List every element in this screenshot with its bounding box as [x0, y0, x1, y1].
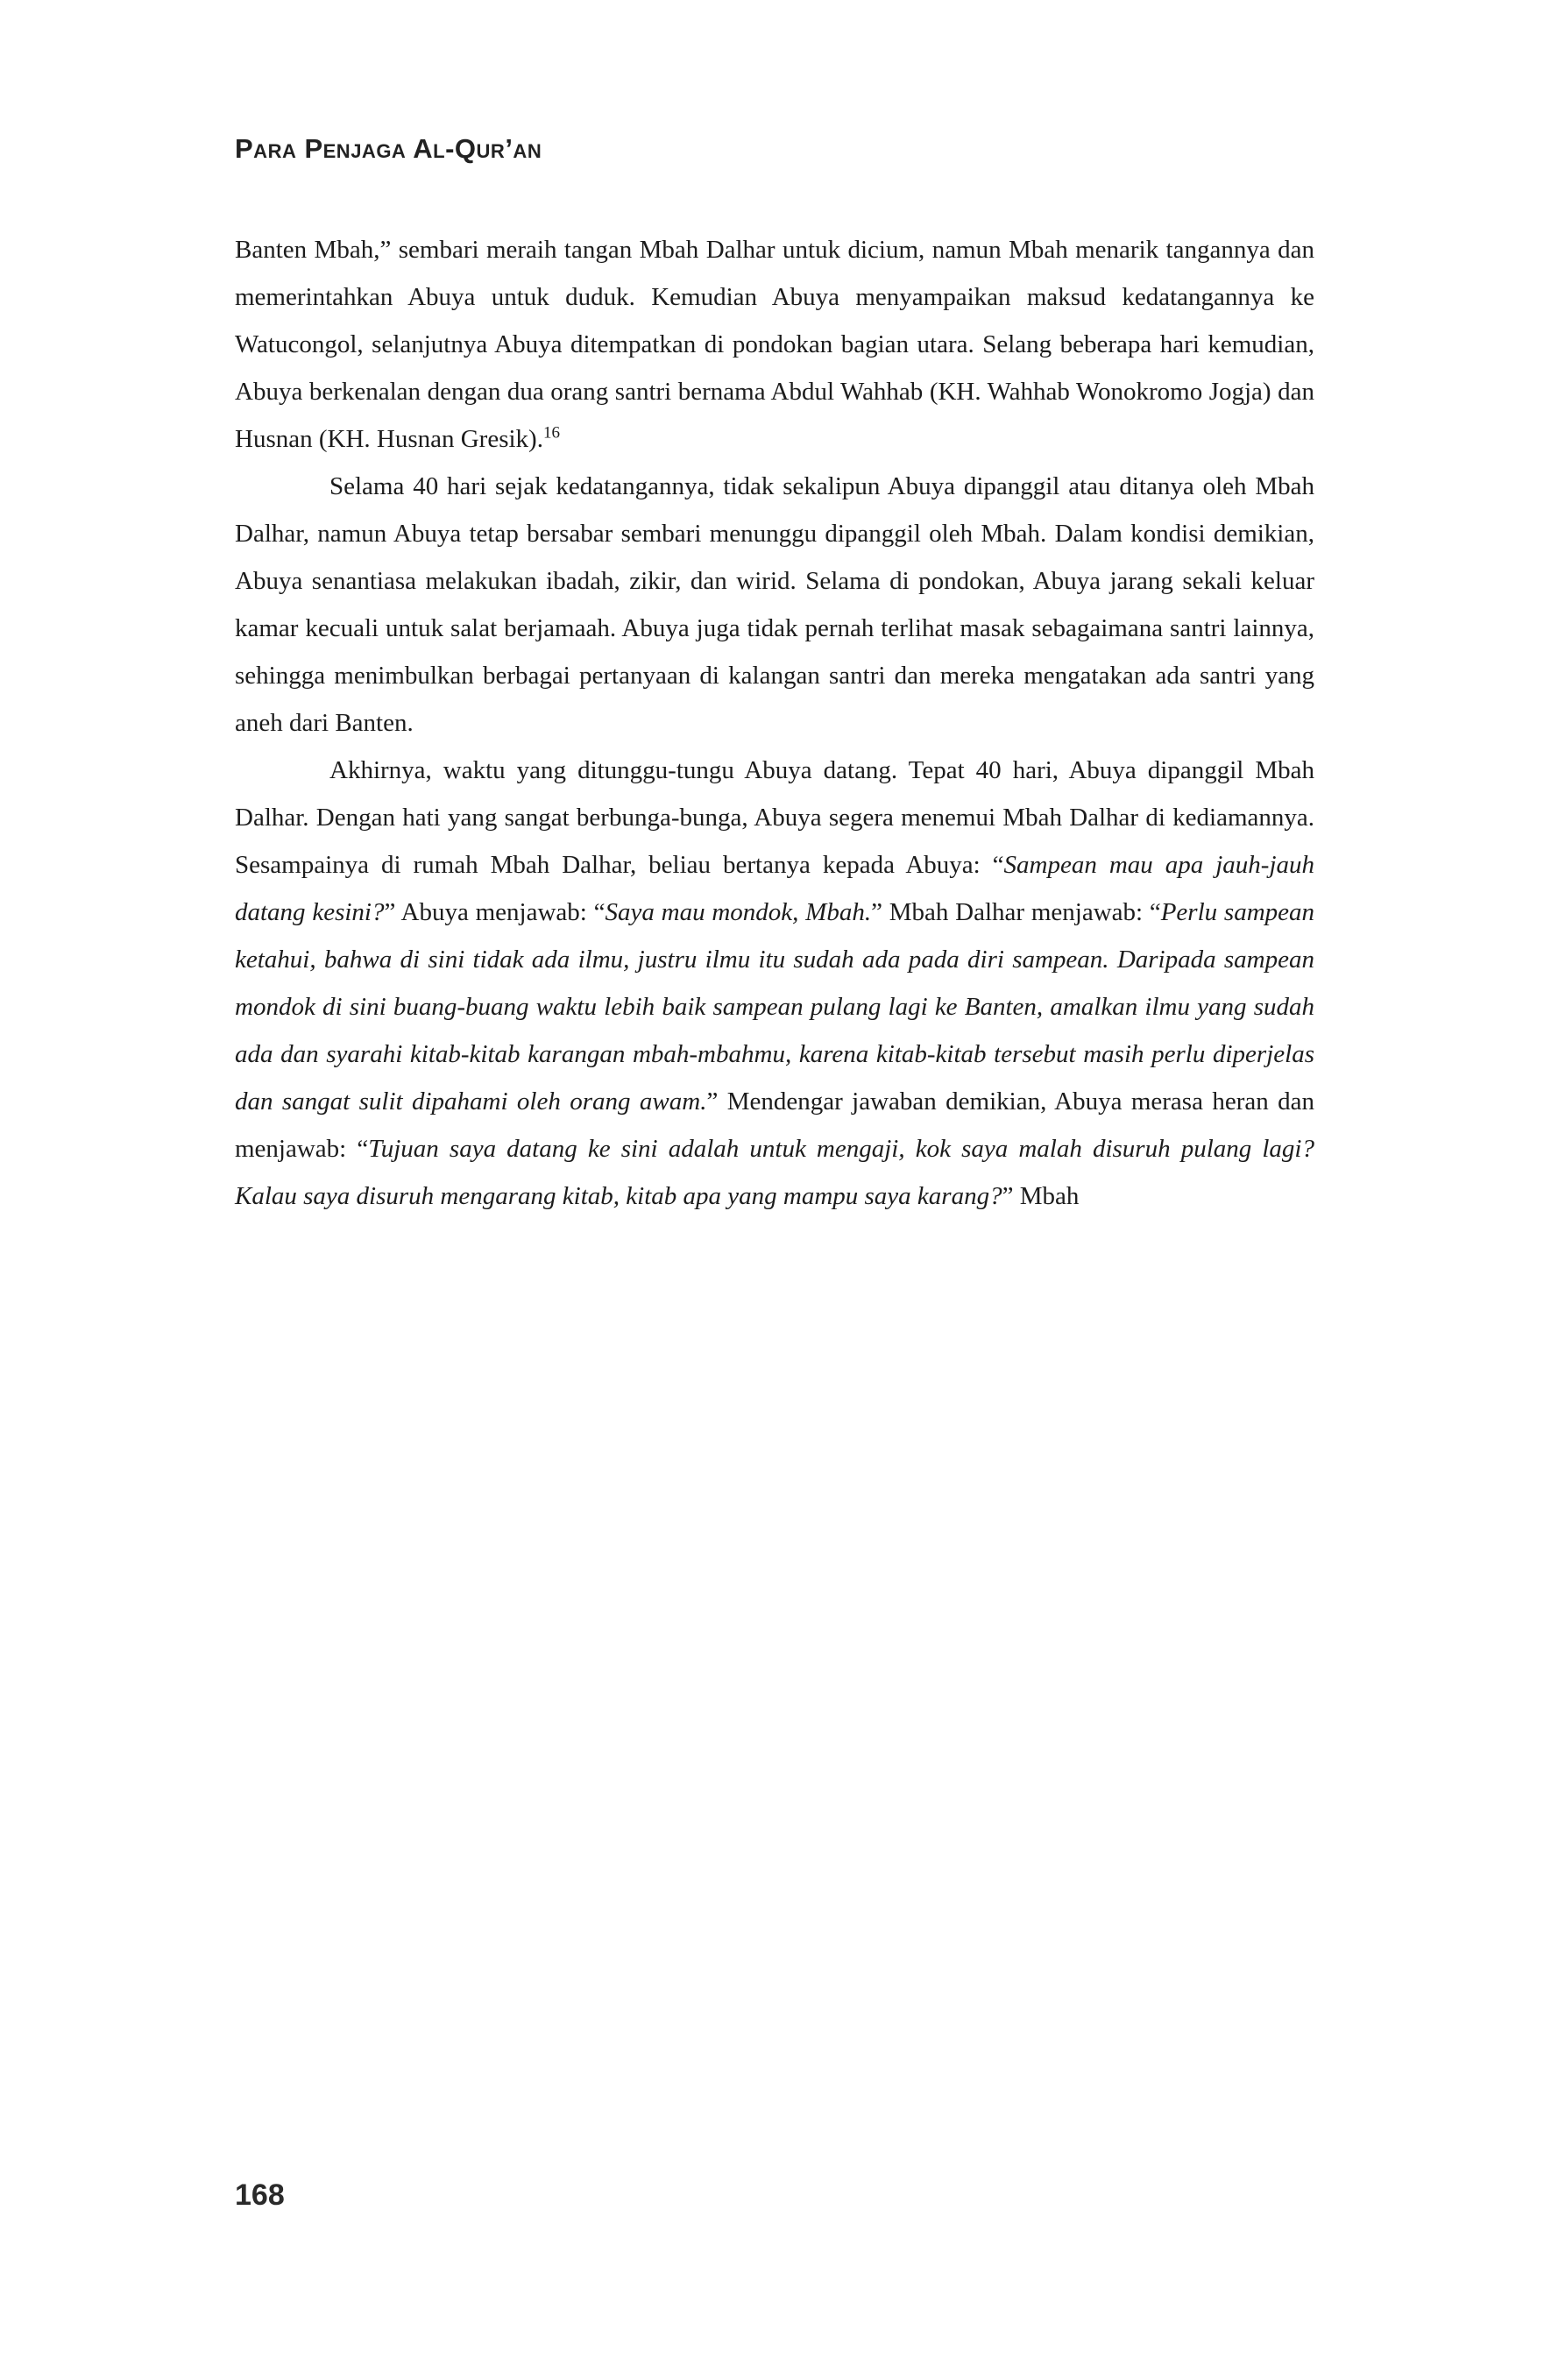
- footnote-reference-16: 16: [542, 423, 560, 443]
- paragraph-3: [235, 747, 1314, 1220]
- paragraph-3-segment-1: Akhirnya, waktu yang ditunggu-tungu Abuya datang. Tepat 40 hari, Abuya dipanggil Mbah Dalhar. Dengan hati yang sangat berbunga-bunga, Abuya segera menemui Mbah Dalhar di kediamannya. Sesampainya di rumah Mbah Dalhar, beliau bertanya kepada Abuya: “: [235, 756, 1314, 879]
- paragraph-3-quote-3: Perlu sampean ketahui, bahwa di sini tidak ada ilmu, justru ilmu itu sudah ada pada diri sampean. Daripada sampean mondok di sini buang-buang waktu lebih baik sampean pulang lagi ke Banten, amalkan ilmu yang sudah ada dan syarahi kitab-kitab karangan mbah-mbahmu, karena kitab-kitab tersebut masih perlu diperjelas dan sangat sulit dipahami oleh orang awam.: [235, 898, 1315, 1116]
- paragraph-1-text: Banten Mbah,” sembari meraih tangan Mbah Dalhar untuk dicium, namun Mbah menarik tangannya dan memerintahkan Abuya untuk duduk. Kemudian Abuya menyampaikan maksud kedatangannya ke Watucongol, selanjutnya Abuya ditempatkan di pondokan bagian utara. Selang beberapa hari kemudian, Abuya berkenalan dengan dua orang santri bernama Abdul Wahhab (KH. Wahhab Wonokromo Jogja) dan Husnan (KH. Husnan Gresik).: [235, 236, 1314, 453]
- paragraph-2: [235, 463, 1314, 747]
- paragraph-3-quote-2: Saya mau mondok, Mbah.: [605, 898, 872, 926]
- paragraph-3-segment-2: ” Abuya menjawab: “: [384, 898, 606, 926]
- paragraph-3-segment-5: ” Mbah: [1002, 1182, 1080, 1210]
- paragraph-1: [235, 226, 1314, 463]
- body-text: [235, 226, 1314, 1220]
- running-header: Para Penjaga Al-Qur’an: [235, 133, 542, 164]
- paragraph-3-segment-4: ” Mendengar jawaban demikian, Abuya merasa heran dan menjawab: “: [235, 1087, 1314, 1163]
- paragraph-3-quote-1: Sampean mau apa jauh-jauh datang kesini?: [235, 851, 1315, 926]
- paragraph-2-text: Selama 40 hari sejak kedatangannya, tidak sekalipun Abuya dipanggil atau ditanya oleh Mbah Dalhar, namun Abuya tetap bersabar sembari menunggu dipanggil oleh Mbah. Dalam kondisi demikian, Abuya senantiasa melakukan ibadah, zikir, dan wirid. Selama di pondokan, Abuya jarang sekali keluar kamar kecuali untuk salat berjamaah. Abuya juga tidak pernah terlihat masak sebagaimana santri lainnya, sehingga menimbulkan berbagai pertanyaan di kalangan santri dan mereka mengatakan ada santri yang aneh dari Banten.: [235, 472, 1314, 737]
- paragraph-3-quote-4: Tujuan saya datang ke sini adalah untuk mengaji, kok saya malah disuruh pulang lagi? Kalau saya disuruh mengarang kitab, kitab apa yang mampu saya karang?: [235, 1135, 1314, 1210]
- paragraph-3-segment-3: ” Mbah Dalhar menjawab: “: [871, 898, 1161, 926]
- page-number: 168: [235, 2178, 285, 2212]
